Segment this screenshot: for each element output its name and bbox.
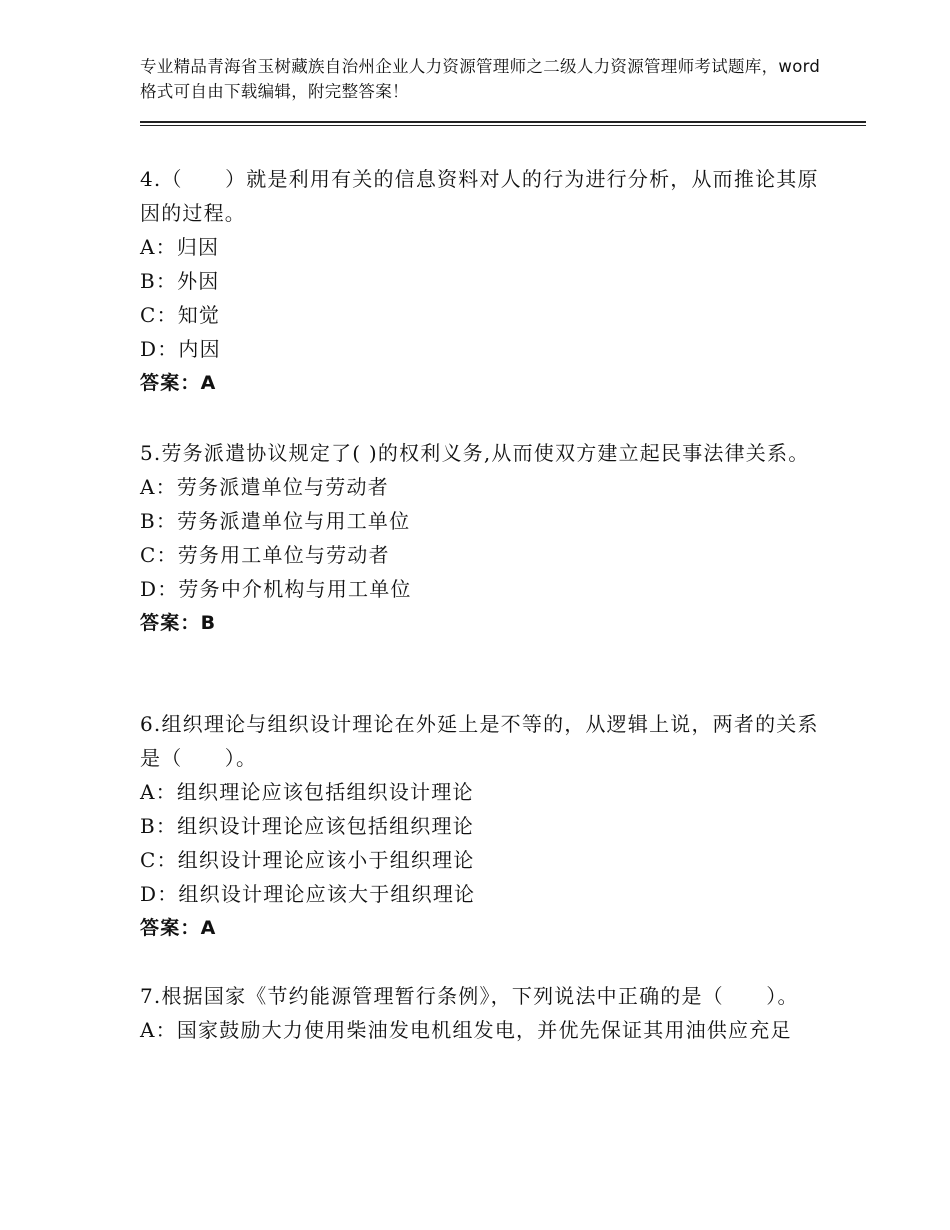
option-a: A：归因 [140, 235, 220, 259]
option-d: D：内因 [140, 337, 221, 361]
answer-line: 答案：B [140, 612, 217, 634]
option-d: D：劳务中介机构与用工单位 [140, 577, 412, 601]
question-stem: 5.劳务派遣协议规定了( )的权利义务,从而使双方建立起民事法律关系。 [140, 441, 810, 465]
question-stem: 7.根据国家《节约能源管理暂行条例》，下列说法中正确的是（ ）。 [140, 984, 799, 1008]
question-7 [140, 979, 820, 1047]
option-a: A：国家鼓励大力使用柴油发电机组发电，并优先保证其用油供应充足 [140, 1018, 792, 1042]
option-b: B：外因 [140, 269, 220, 293]
question-stem: 4.（ ）就是利用有关的信息资料对人的行为进行分析，从而推论其原因的过程。 [140, 167, 819, 225]
option-a: A：组织理论应该包括组织设计理论 [140, 780, 474, 804]
option-d: D：组织设计理论应该大于组织理论 [140, 882, 476, 906]
header-rule-thin [140, 125, 866, 126]
option-c: C：组织设计理论应该小于组织理论 [140, 848, 475, 872]
option-c: C：劳务用工单位与劳动者 [140, 543, 390, 567]
question-4 [140, 162, 820, 400]
answer-line: 答案：A [140, 917, 217, 939]
question-5 [140, 436, 820, 640]
option-c: C：知觉 [140, 303, 221, 327]
answer-line: 答案：A [140, 372, 217, 394]
option-b: B：劳务派遣单位与用工单位 [140, 509, 411, 533]
header-rule-thick [140, 121, 866, 123]
question-6 [140, 707, 820, 945]
option-a: A：劳务派遣单位与劳动者 [140, 475, 389, 499]
option-b: B：组织设计理论应该包括组织理论 [140, 814, 474, 838]
document-header: 专业精品青海省玉树藏族自治州企业人力资源管理师之二级人力资源管理师考试题库，word格式可自由下载编辑，附完整答案！ [140, 57, 821, 101]
question-stem: 6.组织理论与组织设计理论在外延上是不等的，从逻辑上说，两者的关系是（ ）。 [140, 712, 819, 770]
